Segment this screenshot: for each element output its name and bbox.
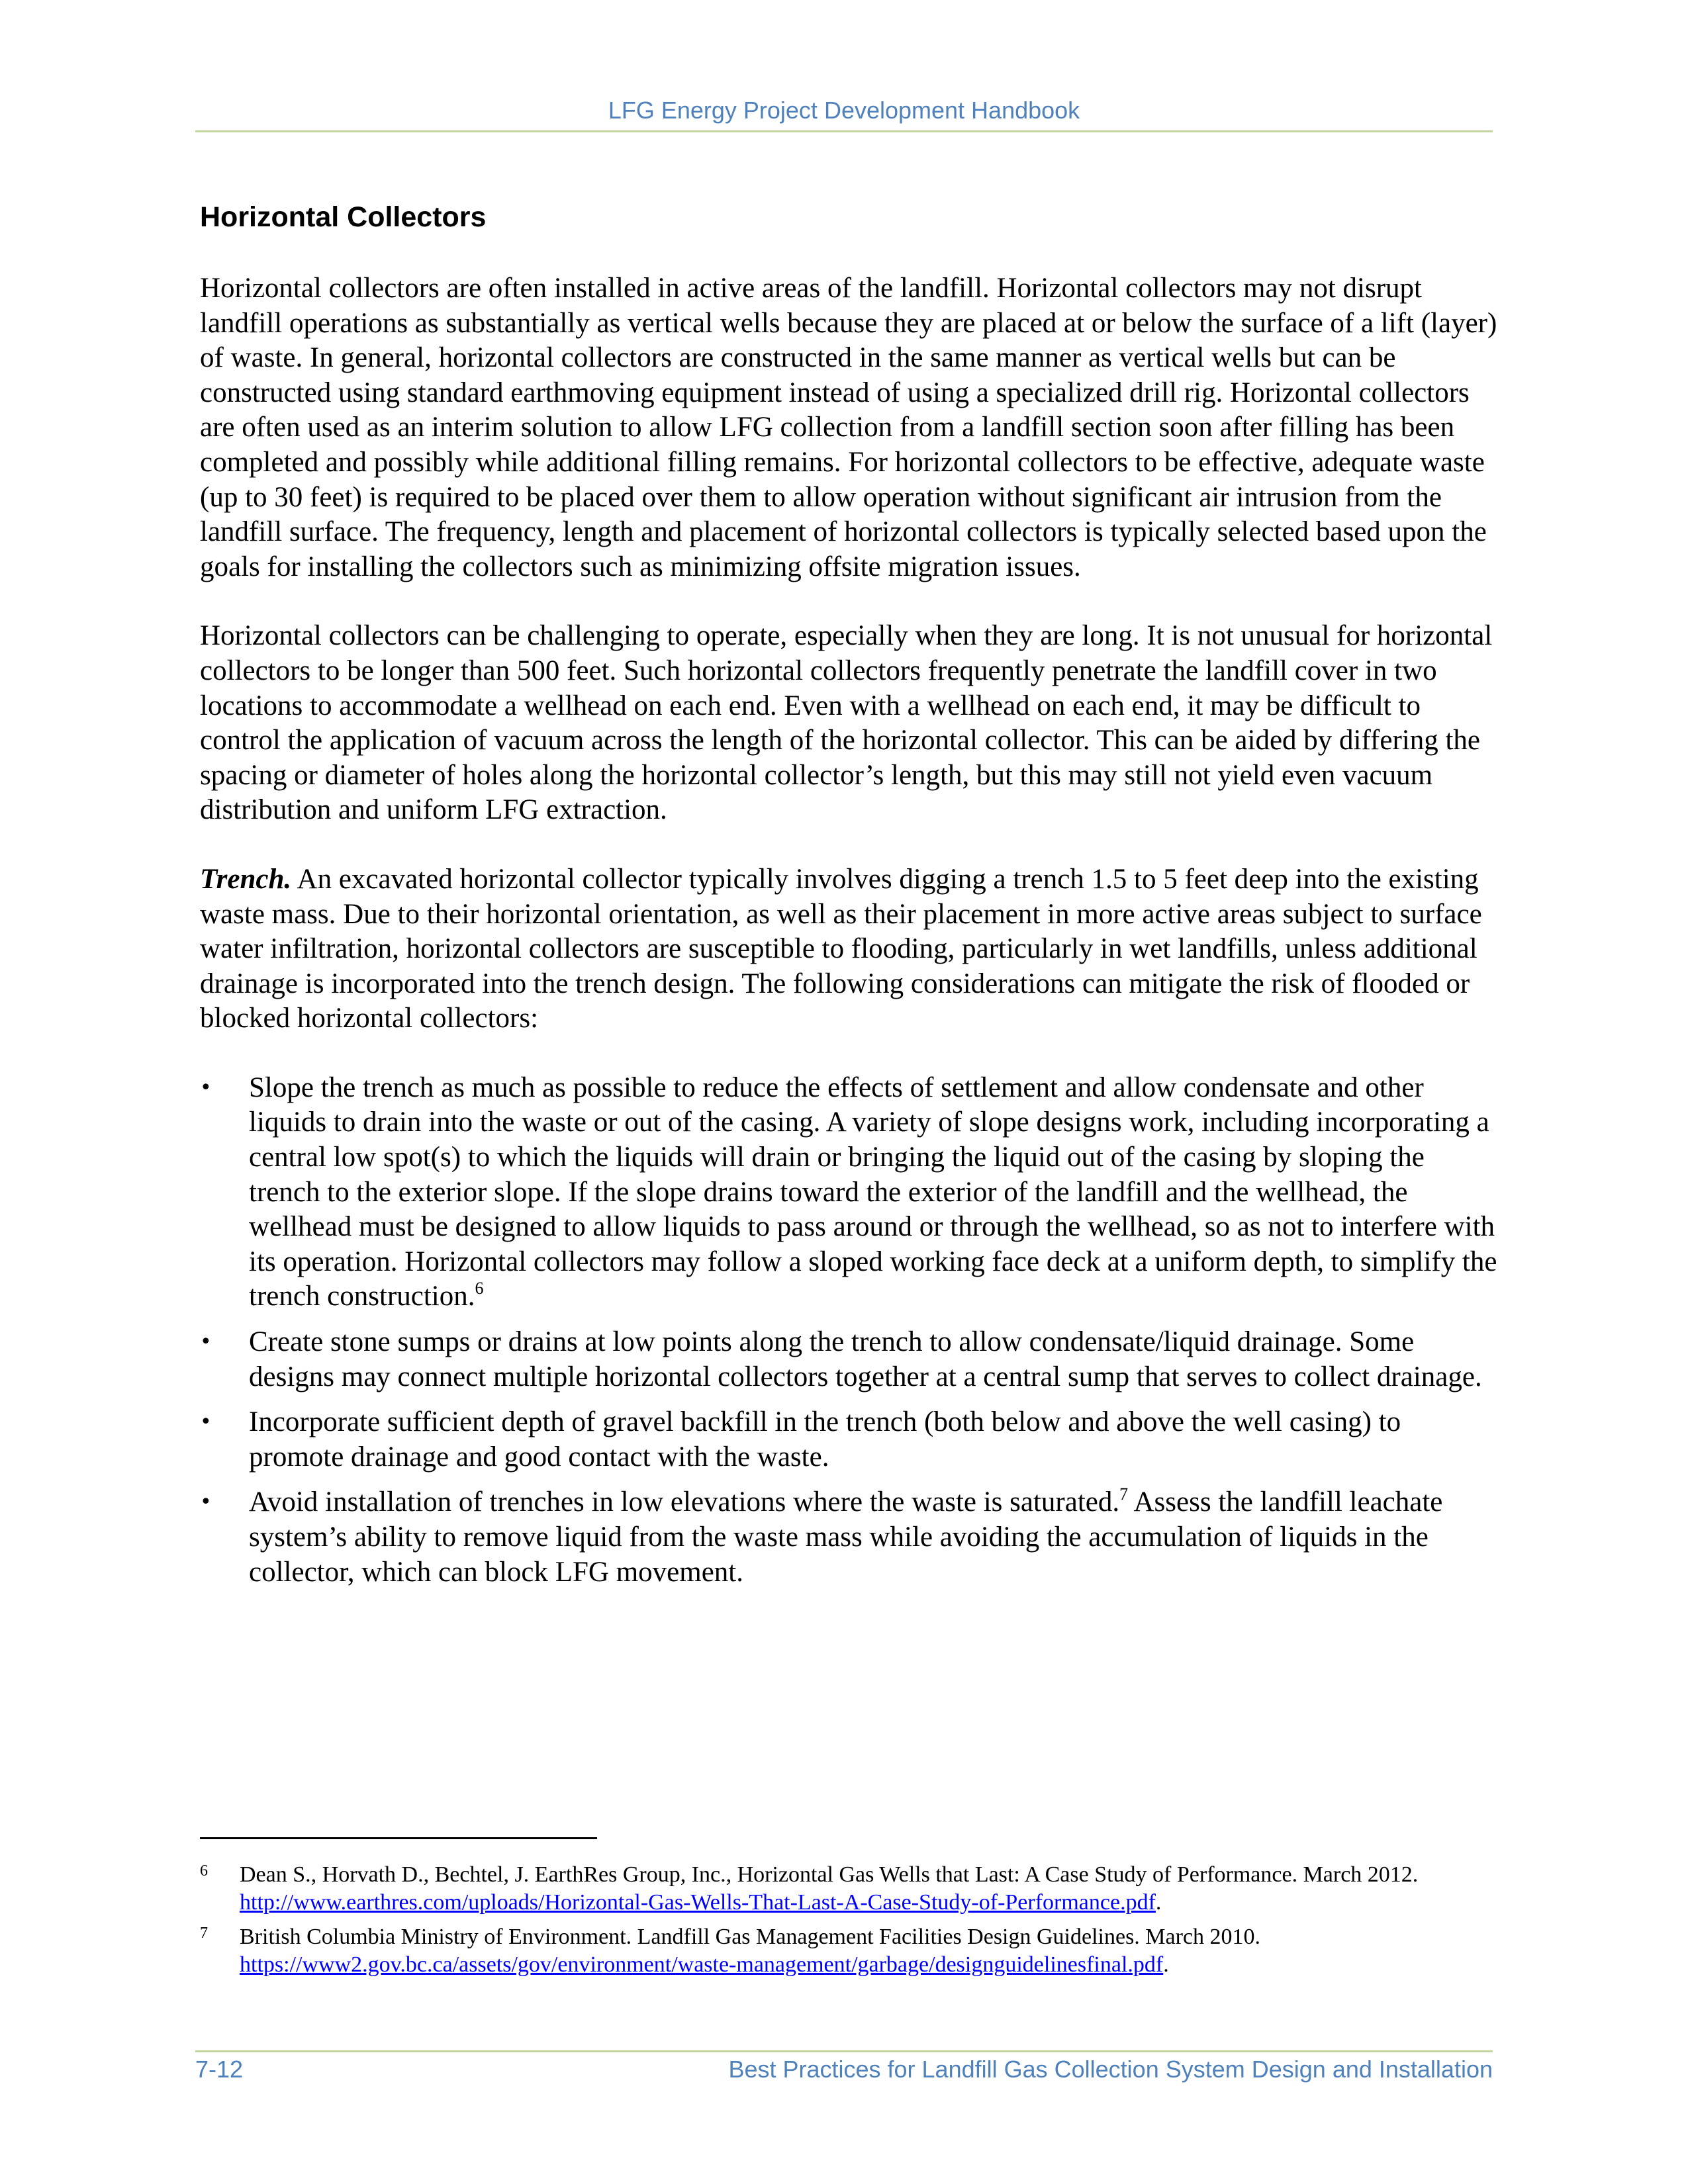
bullet-icon: • xyxy=(200,1330,212,1354)
footnote-period: . xyxy=(1155,1890,1162,1915)
running-header: LFG Energy Project Development Handbook xyxy=(608,97,1080,124)
footnote-6 xyxy=(200,1861,1497,1917)
footnote-ref-7[interactable]: 7 xyxy=(1119,1484,1129,1504)
paragraph-trench xyxy=(200,862,1497,1036)
bullet-icon: • xyxy=(200,1490,212,1514)
footnote-number: 7 xyxy=(200,1925,208,1942)
footnotes xyxy=(200,1861,1497,1985)
page-number: 7-12 xyxy=(195,2056,244,2083)
footnote-text: British Columbia Ministry of Environment. Landfill Gas Management Facilities Design Guidelines. March 2010. xyxy=(240,1925,1261,1949)
list-item-avoid-low-elevations xyxy=(200,1485,1497,1590)
trench-text: An excavated horizontal collector typically involves digging a trench 1.5 to 5 feet deep into the existing waste mass. Due to their horizontal orientation, as well as their placement in more active areas subject to surface water infiltration, horizontal collectors are susceptible to flooding, particularly in wet landfills, unless additional drainage is incorporated into the trench design. The following considerations can mitigate the risk of flooded or blocked horizontal collectors: xyxy=(200,863,1482,1034)
list-item-text: Slope the trench as much as possible to reduce the effects of settlement and allow condensate and other liquids to drain into the waste or out of the casing. A variety of slope designs work, including incorporating a central low spot(s) to which the liquids will drain or bringing the liquid out of the casing by sloping the trench to the exterior slope. If the slope drains toward the exterior of the landfill and the wellhead, the wellhead must be designed to allow liquids to pass around or through the wellhead, so as not to interfere with its operation. Horizontal collectors may follow a sloped working face deck at a uniform depth, to simplify the trench construction. xyxy=(249,1071,1497,1312)
list-item-slope xyxy=(200,1071,1497,1314)
bullet-icon: • xyxy=(200,1410,212,1434)
footnote-link[interactable]: https://www2.gov.bc.ca/assets/gov/environment/waste-management/garbage/designguidelinesfinal.pdf xyxy=(240,1952,1164,1977)
running-footer: Best Practices for Landfill Gas Collection System Design and Installation xyxy=(728,2056,1493,2083)
list-item-text-continued: Assess the landfill leachate system’s ability to remove liquid from the waste mass while avoiding the accumulation of liquids in the collector, which can block LFG movement. xyxy=(249,1486,1443,1588)
footer-divider xyxy=(195,2050,1493,2052)
paragraph-operation: Horizontal collectors can be challenging to operate, especially when they are long. It is not unusual for horizontal collectors to be longer than 500 feet. Such horizontal collectors frequently penetrate the landfill cover in two locations to accommodate a wellhead on each end. Even with a wellhead on each end, it may be difficult to control the application of vacuum across the length of the horizontal collector. This can be aided by differing the spacing or diameter of holes along the horizontal collector’s length, but this may still not yield even vacuum distribution and uniform LFG extraction. xyxy=(200,620,1493,826)
header-divider xyxy=(195,130,1493,132)
paragraph-intro: Horizontal collectors are often installed in active areas of the landfill. Horizontal collectors may not disrupt landfill operations as substantially as vertical wells because they are placed at or below the surface of a lift (layer) of waste. In general, horizontal collectors are constructed in the same manner as vertical wells but can be constructed using standard earthmoving equipment instead of using a specialized drill rig. Horizontal collectors are often used as an interim solution to allow LFG collection from a landfill section soon after filling has been completed and possibly while additional filling remains. For horizontal collectors to be effective, adequate waste (up to 30 feet) is required to be placed over them to allow operation without significant air intrusion from the landfill surface. The frequency, length and placement of horizontal collectors is typically selected based upon the goals for installing the collectors such as minimizing offsite migration issues. xyxy=(200,273,1497,582)
footnote-7 xyxy=(200,1923,1497,1979)
footnote-ref-6[interactable]: 6 xyxy=(475,1279,484,1298)
list-item-text: Create stone sumps or drains at low points along the trench to allow condensate/liquid drainage. Some designs may connect multiple horizontal collectors together at a central sump that serves to collect drainage. xyxy=(249,1326,1482,1392)
footnote-number: 6 xyxy=(200,1862,208,1880)
trench-run-in-heading: Trench. xyxy=(200,863,292,895)
list-item-text: Incorporate sufficient depth of gravel backfill in the trench (both below and above the well casing) to promote drainage and good contact with the waste. xyxy=(249,1406,1401,1473)
main-content xyxy=(200,197,1497,1600)
footnote-link[interactable]: http://www.earthres.com/uploads/Horizontal-Gas-Wells-That-Last-A-Case-Study-of-Performance.pdf xyxy=(240,1890,1156,1915)
list-item-backfill xyxy=(200,1405,1497,1475)
considerations-list xyxy=(200,1071,1497,1590)
footnote-separator xyxy=(200,1837,597,1839)
list-item-sumps xyxy=(200,1325,1497,1394)
list-item-text: Avoid installation of trenches in low elevations where the waste is saturated. xyxy=(249,1486,1120,1518)
bullet-icon: • xyxy=(200,1075,212,1099)
footnote-text: Dean S., Horvath D., Bechtel, J. EarthRes Group, Inc., Horizontal Gas Wells that Last: A Case Study of Performance. March 2012. xyxy=(240,1862,1419,1887)
section-heading: Horizontal Collectors xyxy=(200,201,487,233)
footnote-period: . xyxy=(1163,1952,1169,1977)
